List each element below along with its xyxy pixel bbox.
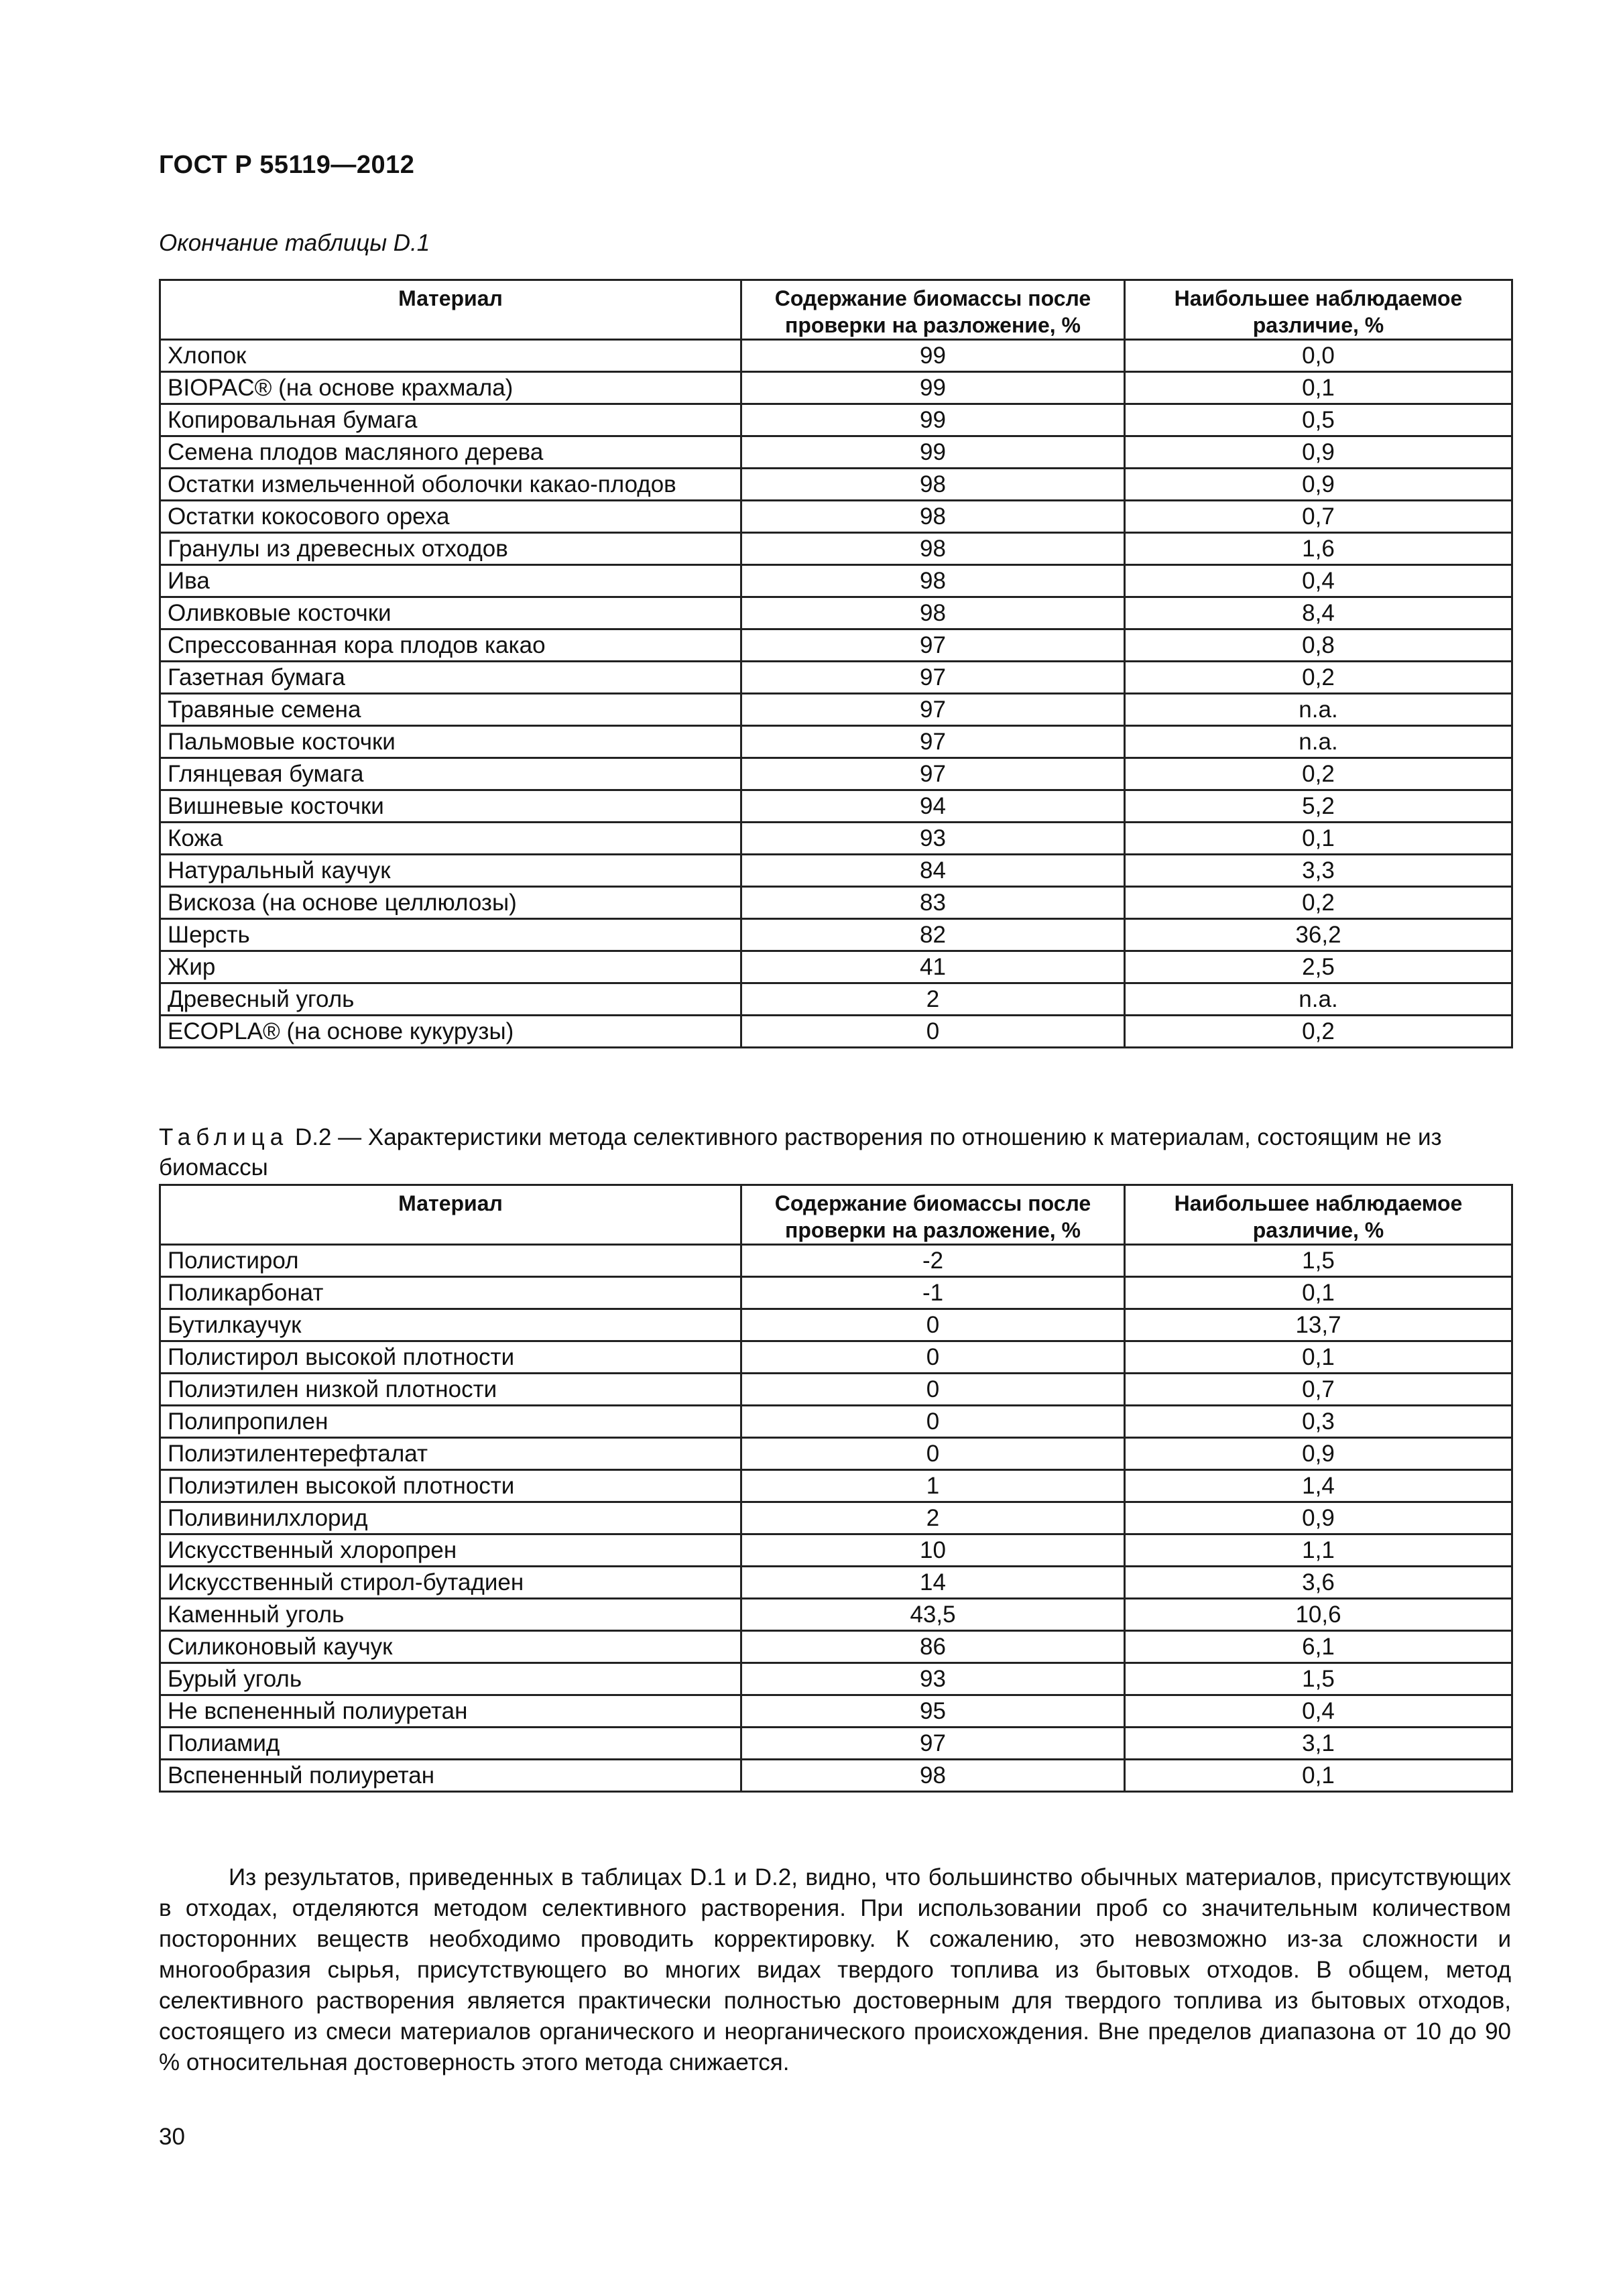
table-row	[160, 372, 1512, 404]
biomass-content-cell: 98	[741, 1760, 1125, 1792]
column-header-biomass: Содержание биомассы после проверки на разложение, %	[741, 1185, 1125, 1245]
material-cell: Силиконовый каучук	[160, 1631, 741, 1663]
material-cell: Оливковые косточки	[160, 597, 741, 629]
biomass-content-cell: 0	[741, 1309, 1125, 1341]
material-cell: Полипропилен	[160, 1406, 741, 1438]
biomass-content-cell: 99	[741, 436, 1125, 469]
table-row	[160, 533, 1512, 565]
biomass-content-cell: 1	[741, 1470, 1125, 1502]
biomass-content-cell: 41	[741, 951, 1125, 983]
table-row	[160, 758, 1512, 790]
column-header-material: Материал	[160, 280, 741, 340]
table-row	[160, 1663, 1512, 1695]
table-row	[160, 469, 1512, 501]
material-cell: Травяные семена	[160, 694, 741, 726]
material-cell: Шерсть	[160, 919, 741, 951]
biomass-content-cell: 86	[741, 1631, 1125, 1663]
biomass-content-cell: 2	[741, 983, 1125, 1016]
max-difference-cell: 0,9	[1125, 436, 1512, 469]
material-cell: Хлопок	[160, 340, 741, 372]
biomass-content-cell: 98	[741, 533, 1125, 565]
table-row	[160, 1760, 1512, 1792]
table-row	[160, 404, 1512, 436]
max-difference-cell: 0,4	[1125, 565, 1512, 597]
max-difference-cell: 0,4	[1125, 1695, 1512, 1728]
material-cell: Натуральный каучук	[160, 855, 741, 887]
max-difference-cell: 0,1	[1125, 372, 1512, 404]
material-cell: Искусственный стирол-бутадиен	[160, 1567, 741, 1599]
table-row	[160, 823, 1512, 855]
table-d1	[159, 279, 1513, 1048]
max-difference-cell: 1,5	[1125, 1245, 1512, 1277]
material-cell: ECOPLA® (на основе кукурузы)	[160, 1016, 741, 1048]
table-row	[160, 1374, 1512, 1406]
max-difference-cell: 10,6	[1125, 1599, 1512, 1631]
biomass-content-cell: 97	[741, 1728, 1125, 1760]
max-difference-cell: 3,3	[1125, 855, 1512, 887]
biomass-content-cell: 98	[741, 469, 1125, 501]
biomass-content-cell: 97	[741, 726, 1125, 758]
table-row	[160, 565, 1512, 597]
table-row	[160, 1245, 1512, 1277]
table-row	[160, 1631, 1512, 1663]
table-d2-caption-text: D.2 — Характеристики метода селективного растворения по отношению к материалам, состоящим не из биомассы	[159, 1124, 1442, 1181]
material-cell: Копировальная бумага	[160, 404, 741, 436]
biomass-content-cell: 99	[741, 404, 1125, 436]
biomass-content-cell: 97	[741, 694, 1125, 726]
table-row	[160, 501, 1512, 533]
table-d2-caption	[159, 1122, 1511, 1183]
table-row	[160, 1695, 1512, 1728]
document-code: ГОСТ Р 55119—2012	[159, 151, 415, 179]
max-difference-cell: 0,9	[1125, 1438, 1512, 1470]
table-row	[160, 1341, 1512, 1374]
column-header-material: Материал	[160, 1185, 741, 1245]
table-row	[160, 1502, 1512, 1534]
max-difference-cell: 0,9	[1125, 1502, 1512, 1534]
material-cell: Полистирол высокой плотности	[160, 1341, 741, 1374]
max-difference-cell: 0,2	[1125, 662, 1512, 694]
material-cell: Полиэтилен низкой плотности	[160, 1374, 741, 1406]
biomass-content-cell: 0	[741, 1341, 1125, 1374]
max-difference-cell: 0,7	[1125, 501, 1512, 533]
table-row	[160, 1534, 1512, 1567]
table-row	[160, 597, 1512, 629]
max-difference-cell: 36,2	[1125, 919, 1512, 951]
table-row	[160, 629, 1512, 662]
table-d1-caption: Окончание таблицы D.1	[159, 230, 430, 256]
max-difference-cell: 3,1	[1125, 1728, 1512, 1760]
max-difference-cell: 0,1	[1125, 823, 1512, 855]
biomass-content-cell: -2	[741, 1245, 1125, 1277]
max-difference-cell: 1,1	[1125, 1534, 1512, 1567]
max-difference-cell: 0,1	[1125, 1760, 1512, 1792]
biomass-content-cell: 0	[741, 1438, 1125, 1470]
column-header-difference: Наибольшее наблюдаемое различие, %	[1125, 1185, 1512, 1245]
biomass-content-cell: 10	[741, 1534, 1125, 1567]
max-difference-cell: 1,4	[1125, 1470, 1512, 1502]
material-cell: BIOPAC® (на основе крахмала)	[160, 372, 741, 404]
biomass-content-cell: 97	[741, 662, 1125, 694]
table-d2-body	[160, 1245, 1512, 1792]
table-row	[160, 1309, 1512, 1341]
material-cell: Бутилкаучук	[160, 1309, 741, 1341]
material-cell: Вискоза (на основе целлюлозы)	[160, 887, 741, 919]
biomass-content-cell: 99	[741, 372, 1125, 404]
max-difference-cell: 0,0	[1125, 340, 1512, 372]
material-cell: Кожа	[160, 823, 741, 855]
biomass-content-cell: 97	[741, 758, 1125, 790]
max-difference-cell: 0,7	[1125, 1374, 1512, 1406]
biomass-content-cell: -1	[741, 1277, 1125, 1309]
material-cell: Вспененный полиуретан	[160, 1760, 741, 1792]
max-difference-cell: n.a.	[1125, 694, 1512, 726]
material-cell: Поликарбонат	[160, 1277, 741, 1309]
table-row	[160, 1728, 1512, 1760]
max-difference-cell: 0,3	[1125, 1406, 1512, 1438]
max-difference-cell: 0,1	[1125, 1341, 1512, 1374]
biomass-content-cell: 43,5	[741, 1599, 1125, 1631]
max-difference-cell: 1,6	[1125, 533, 1512, 565]
material-cell: Искусственный хлоропрен	[160, 1534, 741, 1567]
table-row	[160, 1406, 1512, 1438]
material-cell: Остатки кокосового ореха	[160, 501, 741, 533]
max-difference-cell: 0,2	[1125, 1016, 1512, 1048]
biomass-content-cell: 99	[741, 340, 1125, 372]
biomass-content-cell: 98	[741, 565, 1125, 597]
max-difference-cell: 0,8	[1125, 629, 1512, 662]
max-difference-cell: 5,2	[1125, 790, 1512, 823]
max-difference-cell: 0,5	[1125, 404, 1512, 436]
conclusion-paragraph: Из результатов, приведенных в таблицах D.1 и D.2, видно, что большинство обычных материалов, присутствующих в отходах, отделяются методом селективного растворения. При использовании проб со значительным количеством посторонних веществ необходимо проводить корректировку. К сожалению, это невозможно из-за сложности и многообразия сырья, присутствующего во многих видах твердого топлива из бытовых отходов. В общем, метод селективного растворения является практически полностью достоверным для твердого топлива из бытовых отходов, состоящего из смеси материалов органического и неорганического происхождения. Вне пределов диапазона от 10 до 90 % относительная достоверность этого метода снижается.	[159, 1864, 1511, 2075]
material-cell: Ива	[160, 565, 741, 597]
table-row	[160, 726, 1512, 758]
biomass-content-cell: 83	[741, 887, 1125, 919]
table-row	[160, 436, 1512, 469]
table-row	[160, 1016, 1512, 1048]
max-difference-cell: 0,1	[1125, 1277, 1512, 1309]
table-row	[160, 855, 1512, 887]
table-row	[160, 694, 1512, 726]
max-difference-cell: 2,5	[1125, 951, 1512, 983]
biomass-content-cell: 0	[741, 1374, 1125, 1406]
biomass-content-cell: 0	[741, 1016, 1125, 1048]
table-d2-caption-label: Таблица	[159, 1124, 289, 1150]
material-cell: Жир	[160, 951, 741, 983]
biomass-content-cell: 82	[741, 919, 1125, 951]
material-cell: Глянцевая бумага	[160, 758, 741, 790]
max-difference-cell: 13,7	[1125, 1309, 1512, 1341]
table-row	[160, 1470, 1512, 1502]
table-row	[160, 887, 1512, 919]
max-difference-cell: 0,2	[1125, 758, 1512, 790]
biomass-content-cell: 14	[741, 1567, 1125, 1599]
biomass-content-cell: 93	[741, 823, 1125, 855]
page-number: 30	[159, 2124, 185, 2150]
biomass-content-cell: 2	[741, 1502, 1125, 1534]
table-header-row	[160, 1185, 1512, 1245]
material-cell: Полистирол	[160, 1245, 741, 1277]
biomass-content-cell: 0	[741, 1406, 1125, 1438]
material-cell: Полиэтилен высокой плотности	[160, 1470, 741, 1502]
material-cell: Газетная бумага	[160, 662, 741, 694]
column-header-difference: Наибольшее наблюдаемое различие, %	[1125, 280, 1512, 340]
biomass-content-cell: 95	[741, 1695, 1125, 1728]
table-row	[160, 1599, 1512, 1631]
max-difference-cell: n.a.	[1125, 983, 1512, 1016]
max-difference-cell: 6,1	[1125, 1631, 1512, 1663]
biomass-content-cell: 84	[741, 855, 1125, 887]
table-row	[160, 790, 1512, 823]
biomass-content-cell: 94	[741, 790, 1125, 823]
table-row	[160, 951, 1512, 983]
material-cell: Полиамид	[160, 1728, 741, 1760]
material-cell: Спрессованная кора плодов какао	[160, 629, 741, 662]
material-cell: Гранулы из древесных отходов	[160, 533, 741, 565]
table-row	[160, 983, 1512, 1016]
material-cell: Поливинилхлорид	[160, 1502, 741, 1534]
table-row	[160, 1277, 1512, 1309]
table-row	[160, 1567, 1512, 1599]
max-difference-cell: n.a.	[1125, 726, 1512, 758]
table-row	[160, 340, 1512, 372]
biomass-content-cell: 98	[741, 501, 1125, 533]
material-cell: Семена плодов масляного дерева	[160, 436, 741, 469]
biomass-content-cell: 93	[741, 1663, 1125, 1695]
biomass-content-cell: 97	[741, 629, 1125, 662]
table-row	[160, 662, 1512, 694]
column-header-biomass: Содержание биомассы после проверки на разложение, %	[741, 280, 1125, 340]
material-cell: Каменный уголь	[160, 1599, 741, 1631]
biomass-content-cell: 98	[741, 597, 1125, 629]
table-header-row	[160, 280, 1512, 340]
table-row	[160, 1438, 1512, 1470]
table-d2	[159, 1184, 1513, 1793]
material-cell: Древесный уголь	[160, 983, 741, 1016]
max-difference-cell: 0,9	[1125, 469, 1512, 501]
material-cell: Вишневые косточки	[160, 790, 741, 823]
material-cell: Остатки измельченной оболочки какао-плодов	[160, 469, 741, 501]
max-difference-cell: 0,2	[1125, 887, 1512, 919]
material-cell: Не вспененный полиуретан	[160, 1695, 741, 1728]
material-cell: Полиэтилентерефталат	[160, 1438, 741, 1470]
max-difference-cell: 8,4	[1125, 597, 1512, 629]
max-difference-cell: 3,6	[1125, 1567, 1512, 1599]
table-d1-body	[160, 340, 1512, 1048]
table-row	[160, 919, 1512, 951]
max-difference-cell: 1,5	[1125, 1663, 1512, 1695]
material-cell: Пальмовые косточки	[160, 726, 741, 758]
material-cell: Бурый уголь	[160, 1663, 741, 1695]
